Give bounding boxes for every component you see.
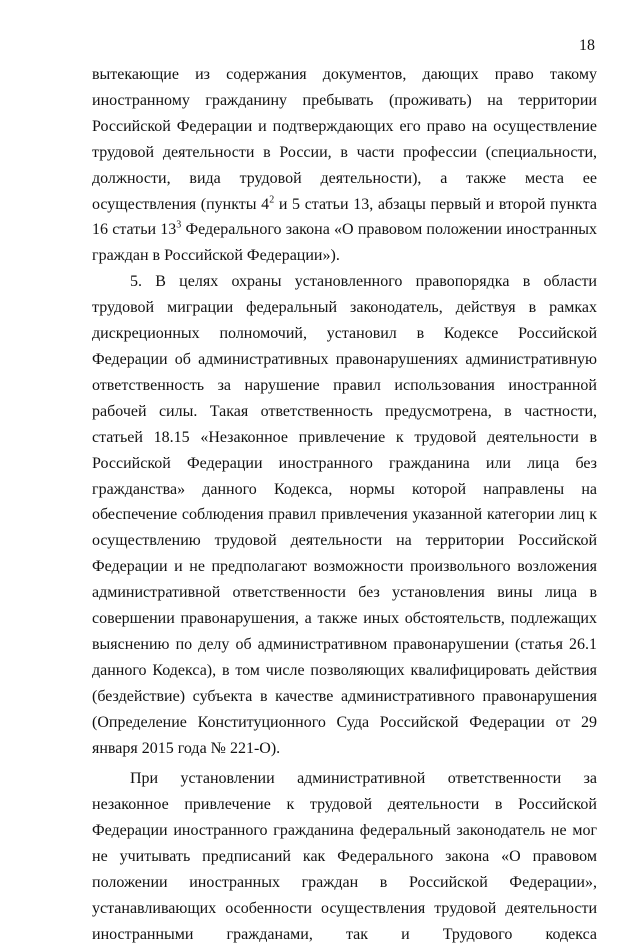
paragraph-item-5: 5. В целях охраны установленного правопорядка в области трудовой миграции федеральный законодатель, действуя в рамках дискреционных полномочий, установил в Кодексе Российской Федерации об административных правонарушениях административную ответственность за нарушение правил использования иностранной рабочей силы. Такая ответственность предусмотрена, в частности, статьей 18.15 «Незаконное привлечение к трудовой деятельности в Российской Федерации иностранного гражданина или лица без гражданства» данного Кодекса, нормы которой направлены на обеспечение соблюдения правил привлечения указанной категории лиц к осуществлению трудовой деятельности на территории Российской Федерации и не предполагают возможности произвольного возложения административной ответственности без установления вины лица в совершении правонарушения, а также иных обстоятельств, подлежащих выяснению по делу об административном правонарушении (статья 26.1 данного Кодекса), в том числе позволяющих квалифицировать действия (бездействие) субъекта в качестве административного правонарушения (Определение Конституционного Суда Российской Федерации от 29 января 2015 года № 221-О).	[92, 273, 597, 757]
paragraph-legal-analysis: При установлении административной ответственности за незаконное привлечение к трудовой деятельности в Российской Федерации иностранного гражданина федеральный законодатель не мог не учитывать предписаний как Федерального закона «О правовом положении иностранных граждан в Российской Федерации», устанавливающих особенности осуществления трудовой деятельности иностранными гражданами, так и Трудового кодекса	[92, 770, 597, 943]
document-body	[92, 62, 597, 948]
paragraph-text: вытекающие из содержания документов, дающих право такому иностранному гражданину пребывать (проживать) на территории Российской Федерации и подтверждающих его право на осуществление трудовой деятельности в России, в части профессии (специальности, должности, вида трудовой деятельности), а также места ее осуществления (пункты 4	[92, 66, 597, 213]
paragraph-text: Федерального закона «О правовом положении иностранных граждан в Российской Федерации»).	[92, 221, 597, 265]
paragraph-continuation	[92, 62, 597, 269]
superscript-index: 2	[269, 194, 275, 206]
paragraph-text: и 5 статьи 13, абзацы первый и второй пункта 16 статьи 13	[92, 195, 598, 239]
page-number: 18	[579, 37, 595, 54]
superscript-index: 3	[176, 220, 182, 232]
